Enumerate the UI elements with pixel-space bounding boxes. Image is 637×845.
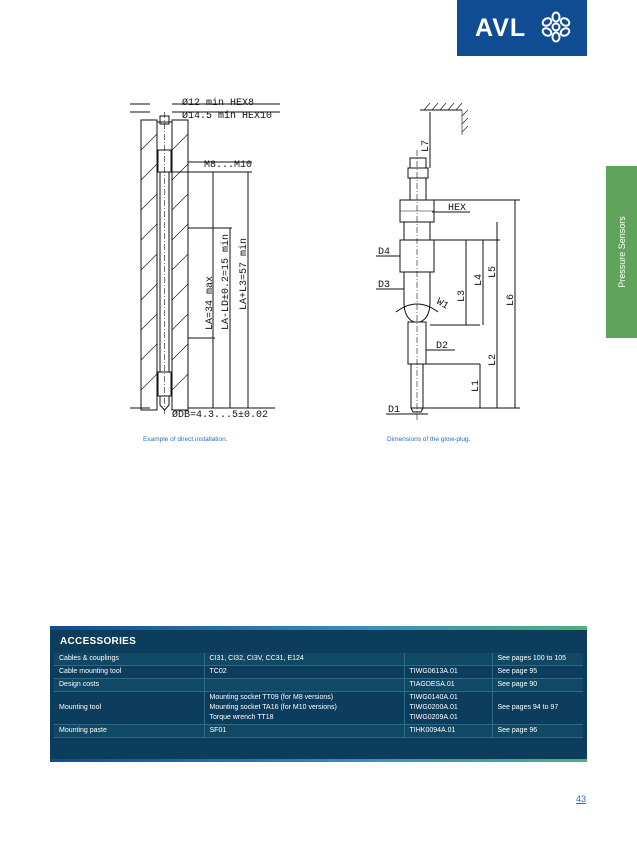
accessories-table bbox=[54, 653, 583, 738]
accessory-name: Design costs bbox=[54, 679, 204, 692]
accessory-ref[interactable]: See page 96 bbox=[492, 725, 583, 738]
accessory-part-line: TIWG0200A.01 bbox=[409, 704, 458, 711]
accessory-name: Cables & couplings bbox=[54, 653, 204, 666]
accessory-type-line: Torque wrench TT18 bbox=[209, 714, 274, 721]
l2-label: L2 bbox=[488, 353, 499, 366]
w1-label: W1 bbox=[434, 296, 450, 313]
accessory-ref[interactable]: See pages 94 to 97 bbox=[492, 692, 583, 725]
accessory-name: Mounting tool bbox=[54, 692, 204, 725]
accessory-part: TIHK0094A.01 bbox=[404, 725, 492, 738]
accessory-name: Mounting paste bbox=[54, 725, 204, 738]
page-number: 43 bbox=[576, 794, 587, 804]
accessory-part bbox=[404, 692, 492, 725]
accessory-ref[interactable]: See pages 100 to 105 bbox=[492, 653, 583, 666]
dim-hex8-label: Ø12 min HEX8 bbox=[182, 98, 255, 109]
accessory-type bbox=[204, 679, 404, 692]
accessories-title: ACCESSORIES bbox=[60, 636, 137, 647]
section-tab-label: Pressure Sensors bbox=[616, 216, 627, 288]
accessories-panel bbox=[50, 626, 587, 762]
right-drawing-labels bbox=[378, 140, 517, 416]
accessories-bottom-bar bbox=[50, 759, 587, 762]
logo-text: AVL bbox=[475, 13, 527, 42]
right-drawing-caption: Dimensions of the glow-plug. bbox=[387, 436, 471, 443]
accessory-type: SF01 bbox=[204, 725, 404, 738]
left-installation-drawing bbox=[130, 104, 280, 414]
accessory-part-line: TIWG0140A.01 bbox=[409, 694, 458, 701]
accessory-part bbox=[404, 653, 492, 666]
table-row bbox=[54, 679, 583, 692]
accessory-part-line: TIWG0209A.01 bbox=[409, 714, 458, 721]
accessories-top-bar bbox=[50, 626, 587, 630]
table-row bbox=[54, 653, 583, 666]
table-row bbox=[54, 692, 583, 725]
l5-label: L5 bbox=[488, 265, 499, 278]
accessory-type-line: Mounting socket TA16 (for M10 versions) bbox=[209, 704, 337, 711]
d3-label: D3 bbox=[378, 280, 391, 291]
thread-label: M8...M10 bbox=[204, 160, 253, 171]
accessory-type: CI31, CI32, CI3V, CC31, E124 bbox=[204, 653, 404, 666]
accessory-part: TIWG0613A.01 bbox=[404, 666, 492, 679]
l1-label: L1 bbox=[471, 379, 482, 392]
hex-label: HEX bbox=[448, 203, 467, 214]
db-label: ØDB=4.3...5±0.02 bbox=[172, 410, 269, 421]
accessory-type-line: Mounting socket TT09 (for M8 versions) bbox=[209, 694, 334, 701]
la-max-label: LA=34 max bbox=[205, 275, 216, 330]
accessory-part: TIAGDESA.01 bbox=[404, 679, 492, 692]
d2-label: D2 bbox=[436, 341, 449, 352]
table-row bbox=[54, 725, 583, 738]
table-row bbox=[54, 666, 583, 679]
la-l3-label: LA+L3=57 min bbox=[239, 237, 250, 310]
l6-label: L6 bbox=[506, 293, 517, 306]
accessory-ref[interactable]: See page 95 bbox=[492, 666, 583, 679]
accessory-type: TC02 bbox=[204, 666, 404, 679]
right-glow-plug-drawing bbox=[376, 103, 520, 420]
d4-label: D4 bbox=[378, 247, 391, 258]
l3-label: L3 bbox=[457, 289, 468, 302]
left-drawing-caption: Example of direct installation. bbox=[143, 436, 228, 443]
l7-label: L7 bbox=[421, 139, 432, 152]
accessory-type bbox=[204, 692, 404, 725]
dim-hex10-label: Ø14.5 min HEX10 bbox=[182, 111, 273, 122]
l4-label: L4 bbox=[474, 273, 485, 286]
accessory-name: Cable mounting tool bbox=[54, 666, 204, 679]
d1-label: D1 bbox=[388, 405, 401, 416]
accessory-ref[interactable]: See page 90 bbox=[492, 679, 583, 692]
la-ld-label: LA-LD±0.2=15 min bbox=[221, 233, 232, 330]
